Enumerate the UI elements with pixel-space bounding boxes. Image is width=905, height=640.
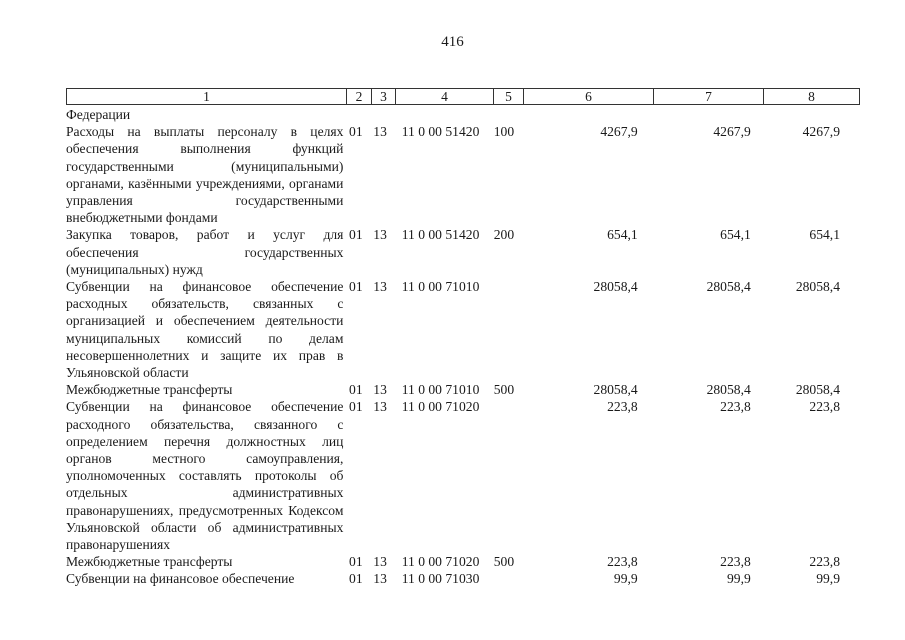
row-section: 01 [349,227,363,243]
row-target-code: 11 0 00 71020 [401,399,480,415]
row-description: Субвенции на финансовое обеспечение расходных обязательств, связанных с организацией и обеспечением деятельности муниципальных комиссий по делам несовершеннолетних и защите их прав в Ульяновской области [66,279,344,381]
row-target-code: 11 0 00 71010 [401,279,480,295]
row-description: Межбюджетные трансферты [66,382,233,398]
row-amount-col8: 223,8 [809,399,840,415]
row-expense-type: 100 [493,124,515,140]
row-amount-col6: 28058,4 [593,279,638,295]
row-amount-col6: 223,8 [607,399,638,415]
row-section: 01 [349,382,363,398]
row-amount-col7: 4267,9 [713,124,751,140]
row-expense-type [489,570,519,587]
row-subsection: 13 [373,279,387,295]
row-target-code [392,106,489,123]
row-expense-type: 500 [493,382,515,398]
column-header-7: 7 [654,89,764,105]
row-subsection: 13 [373,227,387,243]
row-target-code: 11 0 00 71010 [401,382,480,398]
row-expense-type: 200 [493,227,515,243]
table-row [66,553,852,570]
row-section: 01 [349,571,363,587]
table-row [66,570,852,587]
column-header-6: 6 [524,89,654,105]
row-subsection: 13 [373,399,387,415]
column-header-5: 5 [494,89,524,105]
row-expense-type [489,398,519,553]
row-section: 01 [349,279,363,295]
row-target-code: 11 0 00 71030 [401,571,480,587]
row-amount-col7: 28058,4 [706,279,751,295]
row-expense-type: 500 [493,554,515,570]
row-section: 01 [349,124,363,140]
column-header-row [67,89,860,105]
row-amount-col6: 28058,4 [593,382,638,398]
row-description: Межбюджетные трансферты [66,554,233,570]
row-amount-col6: 223,8 [607,554,638,570]
column-header-3: 3 [372,89,396,105]
row-expense-type [489,278,519,381]
row-amount-col8 [757,106,852,123]
row-amount-col6: 99,9 [613,571,638,587]
row-amount-col6: 4267,9 [600,124,638,140]
budget-table-body [66,106,852,588]
column-header-2: 2 [347,89,372,105]
table-row [66,398,852,553]
row-amount-col7: 223,8 [720,399,751,415]
row-amount-col8: 28058,4 [795,382,840,398]
row-amount-col8: 223,8 [809,554,840,570]
row-target-code: 11 0 00 51420 [401,227,480,243]
row-amount-col8: 99,9 [816,571,840,587]
table-row [66,226,852,278]
row-subsection: 13 [373,124,387,140]
row-amount-col8: 28058,4 [795,279,840,295]
row-description: Закупка товаров, работ и услуг для обеспечения государственных (муниципальных) нужд [66,227,344,277]
table-row [66,278,852,381]
row-subsection: 13 [373,571,387,587]
column-header-1: 1 [67,89,347,105]
row-amount-col6: 654,1 [607,227,638,243]
row-target-code: 11 0 00 71020 [401,554,480,570]
row-amount-col8: 4267,9 [802,124,840,140]
row-amount-col8: 654,1 [809,227,840,243]
row-amount-col7: 654,1 [720,227,751,243]
row-amount-col7: 99,9 [726,571,751,587]
row-subsection: 13 [373,554,387,570]
row-target-code: 11 0 00 51420 [401,124,480,140]
column-header-8: 8 [764,89,860,105]
table-row [66,381,852,398]
row-amount-col7: 28058,4 [706,382,751,398]
table-row [66,106,852,123]
row-amount-col6 [519,106,648,123]
table-row [66,123,852,226]
row-subsection [368,106,392,123]
row-expense-type [489,106,519,123]
row-amount-col7 [648,106,757,123]
row-description: Расходы на выплаты персоналу в целях обеспечения выполнения функций государственными (муниципальными) органами, казёнными учреждениями, органами управления государственными внебюджетными фондами [66,124,344,226]
column-header-table [66,88,860,105]
row-description: Субвенции на финансовое обеспечение расходного обязательства, связанного с определением перечня должностных лиц органов местного самоуправления, уполномоченных составлять протоколы об отдельных административных правонарушениях, предусмотренных Кодексом Ульяновской области об административных правонарушениях [66,399,344,553]
row-description: Федерации [66,107,131,122]
page-number: 416 [441,34,464,50]
column-header-4: 4 [396,89,494,105]
row-section: 01 [349,399,363,415]
row-amount-col7: 223,8 [720,554,751,570]
row-section [343,106,368,123]
row-section: 01 [349,554,363,570]
row-subsection: 13 [373,382,387,398]
row-description: Субвенции на финансовое обеспечение [66,571,295,587]
